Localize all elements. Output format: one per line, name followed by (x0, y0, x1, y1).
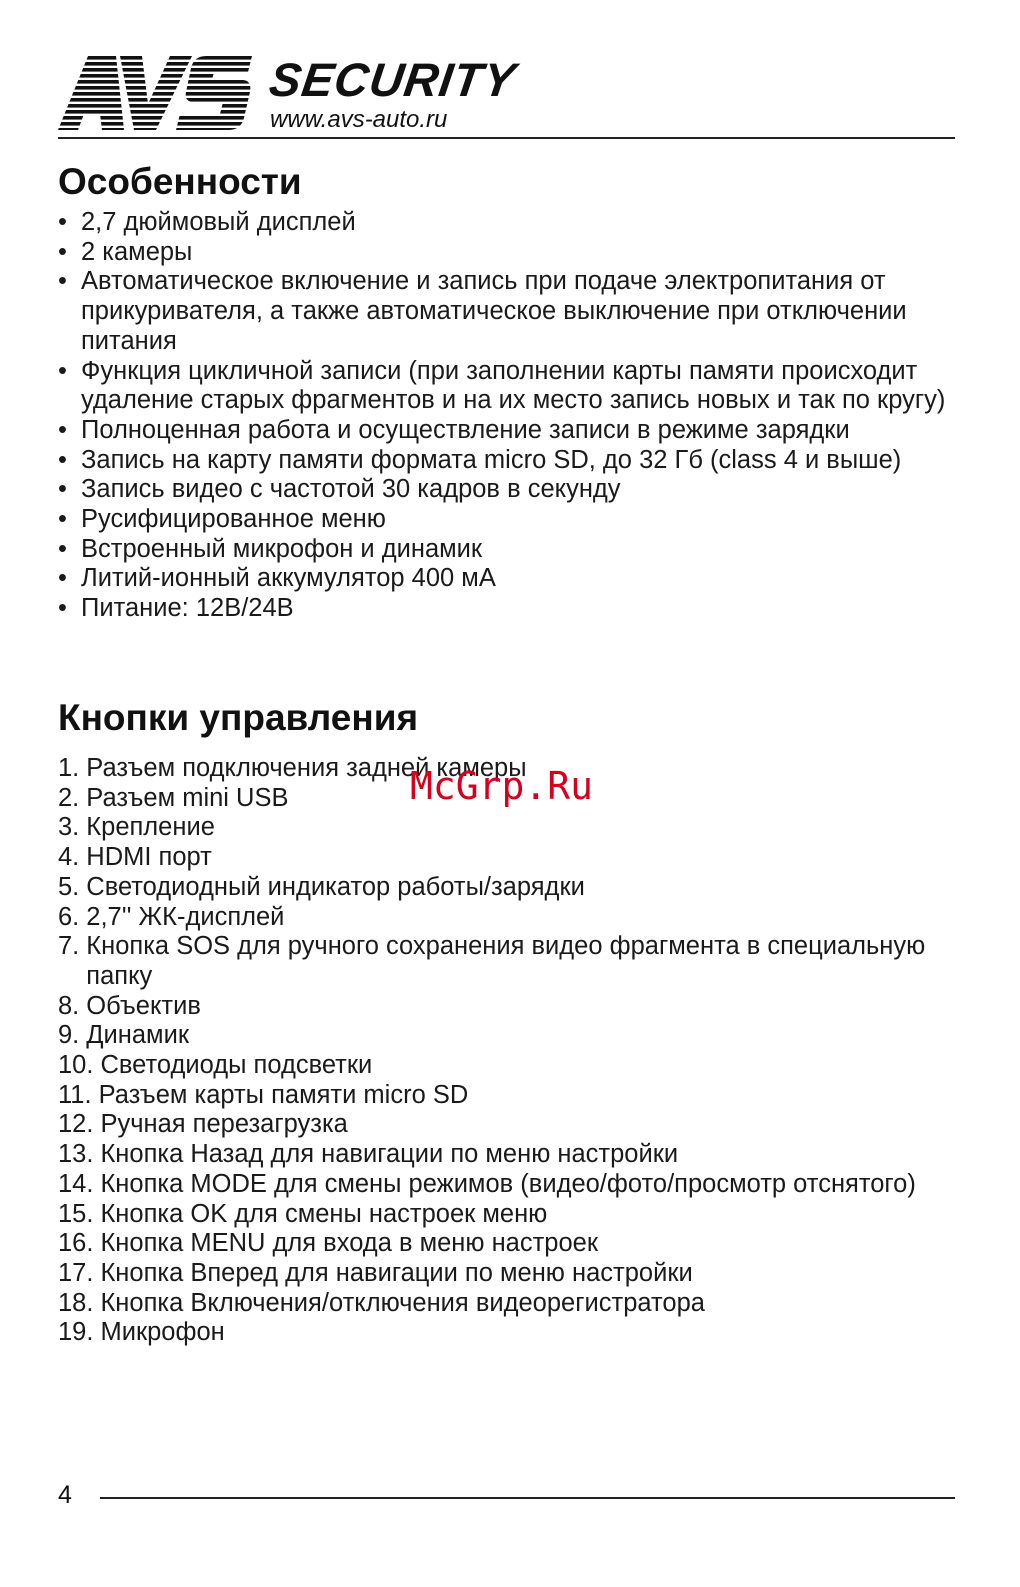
control-number: 15. (58, 1199, 94, 1228)
control-text: Кнопка OK для смены настроек меню (100, 1199, 548, 1228)
control-number: 9. (58, 1021, 80, 1050)
control-number: 16. (58, 1229, 94, 1258)
feature-item (58, 416, 958, 446)
feature-item (58, 475, 958, 505)
brand-wordmark: SECURITY (266, 53, 520, 106)
control-text: Разъем подключения задней камеры (86, 754, 527, 782)
controls-heading: Кнопки управления (58, 697, 419, 738)
control-number: 13. (58, 1140, 94, 1169)
control-item (58, 1081, 958, 1111)
control-item (58, 992, 958, 1022)
feature-item (58, 238, 958, 268)
brand-header (58, 50, 958, 142)
feature-text: Русифицированное меню (81, 505, 386, 534)
control-text: HDMI порт (86, 843, 212, 872)
feature-text: Полноценная работа и осуществление записи в режиме зарядки (81, 415, 850, 444)
control-number: 17. (58, 1258, 94, 1287)
feature-text: Питание: 12В/24В (81, 594, 294, 623)
control-text: Динамик (86, 1021, 189, 1050)
control-number: 2. (58, 783, 80, 812)
control-text: Ручная перезагрузка (100, 1110, 348, 1139)
feature-item (58, 594, 958, 624)
feature-item (58, 267, 958, 356)
control-text: Микрофон (100, 1318, 225, 1347)
bullet-icon: • (58, 594, 67, 623)
control-text: Кнопка Вперед для навигации по меню настройки (100, 1258, 693, 1287)
control-number: 14. (58, 1169, 94, 1198)
feature-item (58, 535, 958, 565)
control-text: Разъем mini USB (86, 783, 289, 812)
control-item (58, 1229, 958, 1259)
control-text: Светодиодный индикатор работы/зарядки (86, 872, 585, 901)
bullet-icon: • (58, 415, 67, 444)
bullet-icon: • (58, 208, 67, 236)
control-item (58, 1289, 958, 1319)
control-number: 6. (58, 902, 80, 931)
control-item (58, 1170, 958, 1200)
control-number: 5. (58, 872, 80, 901)
control-text: Светодиоды подсветки (100, 1051, 373, 1080)
feature-text: Литий-ионный аккумулятор 400 мА (81, 564, 496, 593)
watermark: McGrp.Ru (410, 764, 594, 808)
feature-text: Автоматическое включение и запись при подаче электропитания от прикуривателя, а также автоматическое выключение при отключении питания (81, 267, 907, 355)
control-number: 1. (58, 754, 80, 782)
bullet-icon: • (58, 505, 67, 534)
bullet-icon: • (58, 475, 67, 504)
control-text: Разъем карты памяти micro SD (98, 1080, 469, 1109)
control-number: 12. (58, 1110, 94, 1139)
bullet-icon: • (58, 534, 67, 563)
control-item (58, 1021, 958, 1051)
control-text: Кнопка Включения/отключения видеорегистратора (100, 1288, 705, 1317)
control-number: 7. (58, 932, 80, 961)
control-number: 3. (58, 813, 80, 842)
feature-text: 2,7 дюймовый дисплей (81, 208, 356, 236)
control-number: 4. (58, 843, 80, 872)
feature-item (58, 357, 958, 416)
website-url[interactable]: www.avs-auto.ru (270, 106, 448, 133)
control-item (58, 1200, 958, 1230)
control-item (58, 1140, 958, 1170)
feature-text: Встроенный микрофон и динамик (81, 534, 483, 563)
bullet-icon: • (58, 445, 67, 474)
avs-logo-icon (58, 56, 252, 130)
bullet-icon: • (58, 564, 67, 593)
control-item (58, 1110, 958, 1140)
bullet-icon: • (58, 356, 67, 385)
feature-item (58, 505, 958, 535)
control-number: 19. (58, 1318, 94, 1347)
feature-text: Запись на карту памяти формата micro SD, до 32 Гб (class 4 и выше) (81, 445, 902, 474)
control-item (58, 873, 958, 903)
control-text: Кнопка SOS для ручного сохранения видео фрагмента в специальную папку (86, 932, 926, 990)
control-text: 2,7'' ЖК-дисплей (86, 902, 285, 931)
control-item (58, 1259, 958, 1289)
header-divider (58, 137, 955, 139)
feature-item (58, 446, 958, 476)
control-text: Объектив (86, 991, 201, 1020)
control-text: Кнопка Назад для навигации по меню настройки (100, 1140, 679, 1169)
control-number: 10. (58, 1051, 94, 1080)
control-item (58, 1051, 958, 1081)
controls-list (58, 754, 958, 1348)
control-item (58, 932, 958, 991)
features-list (58, 208, 958, 624)
control-number: 8. (58, 991, 80, 1020)
feature-text: Функция цикличной записи (при заполнении карты памяти происходит удаление старых фрагментов и на их место запись новых и так по кругу) (81, 356, 946, 415)
footer-divider (100, 1497, 955, 1499)
feature-text: Запись видео с частотой 30 кадров в секунду (81, 475, 621, 504)
control-item (58, 1318, 958, 1348)
control-text: Кнопка MENU для входа в меню настроек (100, 1229, 598, 1258)
control-item (58, 813, 958, 843)
feature-text: 2 камеры (81, 237, 193, 266)
features-heading: Особенности (58, 161, 302, 202)
control-item (58, 903, 958, 933)
bullet-icon: • (58, 267, 67, 296)
bullet-icon: • (58, 237, 67, 266)
page-number: 4 (58, 1481, 72, 1509)
control-text: Крепление (86, 813, 215, 842)
control-item (58, 843, 958, 873)
control-number: 18. (58, 1288, 94, 1317)
control-number: 11. (58, 1080, 92, 1109)
feature-item (58, 564, 958, 594)
feature-item (58, 208, 958, 238)
control-text: Кнопка MODE для смены режимов (видео/фото/просмотр отснятого) (100, 1169, 916, 1198)
